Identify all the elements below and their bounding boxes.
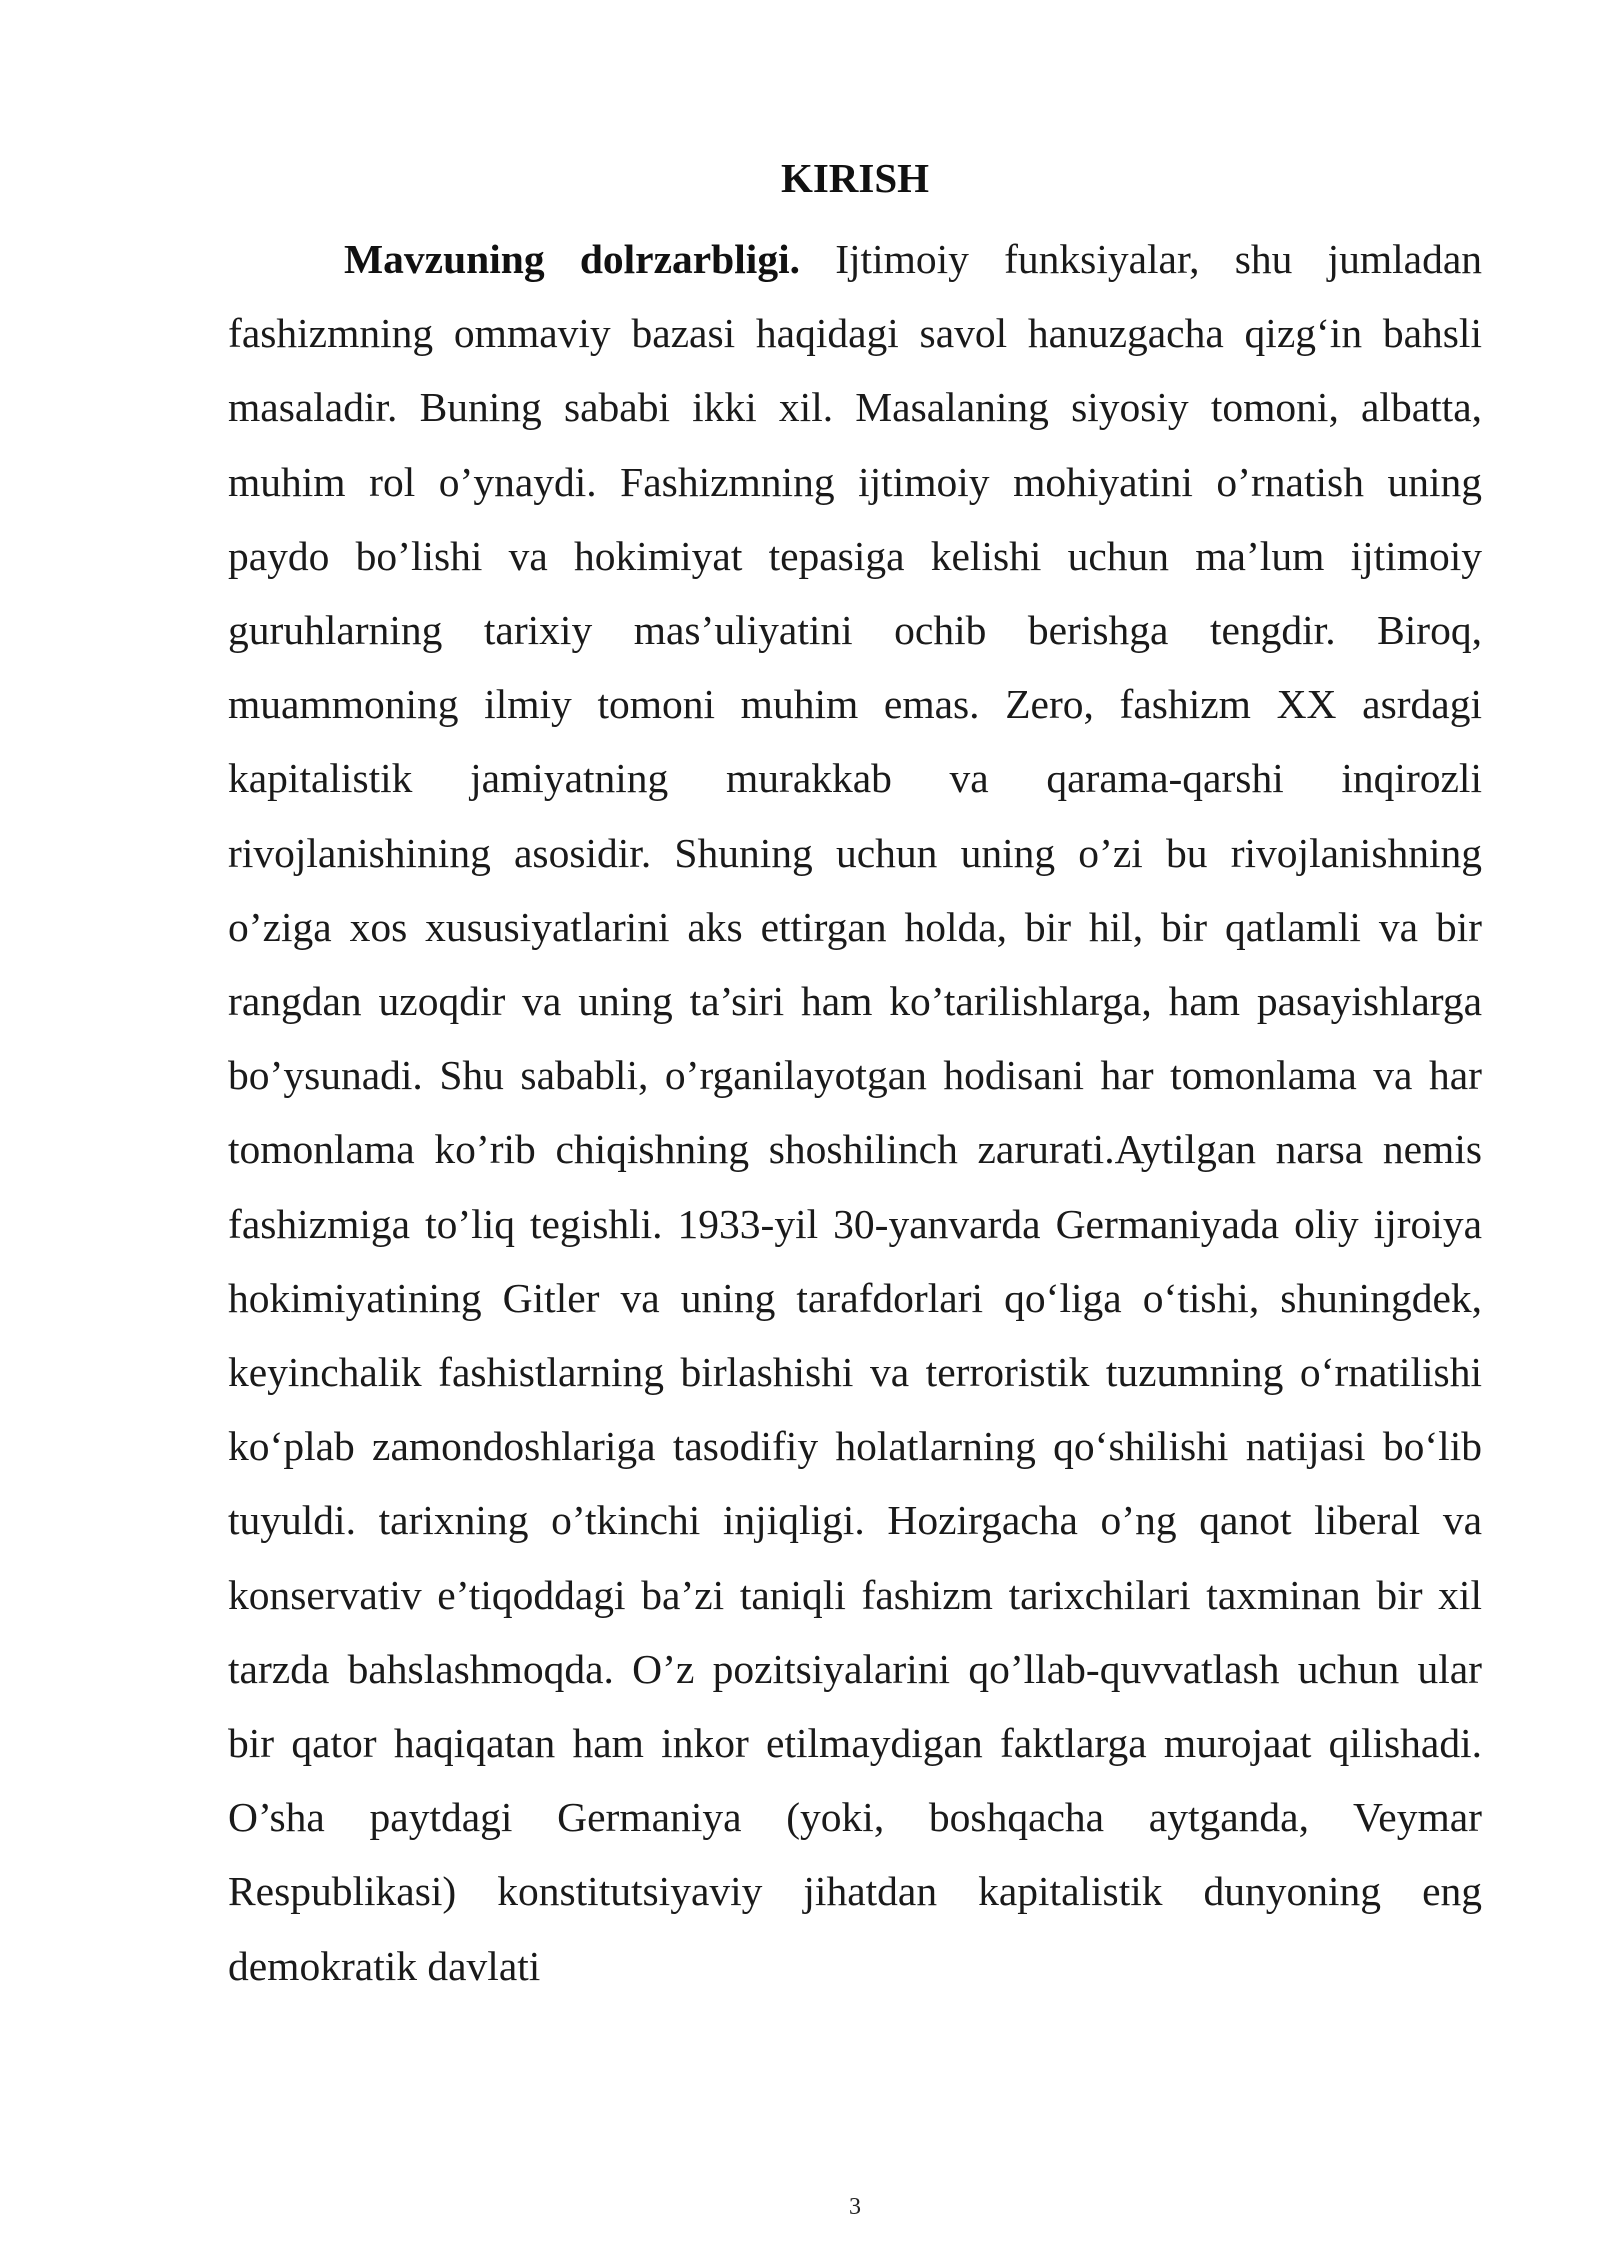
topic-relevance-label: Mavzuning dolrzarbligi. [344,236,800,282]
paragraph-text: Ijtimoiy funksiyalar, shu jumladan fashizmning ommaviy bazasi haqidagi savol hanuzgacha qizg‘in bahsli masaladir. Buning sababi ikki xil. Masalaning siyosiy tomoni, albatta, muhim rol o’ynaydi. Fashizmning ijtimoiy mohiyatini o’rnatish uning paydo bo’lishi va hokimiyat tepasiga kelishi uchun ma’lum ijtimoiy guruhlarning tarixiy mas’uliyatini ochib berishga tengdir. Biroq, muammoning ilmiy tomoni muhim emas. Zero, fashizm XX asrdagi kapitalistik jamiyatning murakkab va qarama-qarshi inqirozli rivojlanishining asosidir. Shuning uchun uning o’zi bu rivojlanishning o’ziga xos xususiyatlarini aks ettirgan holda, bir hil, bir qatlamli va bir rangdan uzoqdir va uning ta’siri ham ko’tarilishlarga, ham pasayishlarga bo’ysunadi. Shu sababli, o’rganilayotgan hodisani har tomonlama va har tomonlama ko’rib chiqishning shoshilinch zarurati.Aytilgan narsa nemis fashizmiga to’liq tegishli. 1933-yil 30-yanvarda Germaniyada oliy ijroiya hokimiyatining Gitler va uning tarafdorlari qo‘liga o‘tishi, shuningdek, keyinchalik fashistlarning birlashishi va terroristik tuzumning o‘rnatilishi ko‘plab zamondoshlariga tasodifiy holatlarning qo‘shilishi natijasi bo‘lib tuyuldi. tarixning o’tkinchi injiqligi. Hozirgacha o’ng qanot liberal va konservativ e’tiqoddagi ba’zi taniqli fashizm tarixchilari taxminan bir xil tarzda bahslashmoqda. O’z pozitsiyalarini qo’llab-quvvatlash uchun ular bir qator haqiqatan ham inkor etilmaydigan faktlarga murojaat qilishadi. O’sha paytdagi Germaniya (yoki, boshqacha aytganda, Veymar Respublikasi) konstitutsiyaviy jihatdan kapitalistik dunyoning eng demokratik davlati [228,236,1482,1989]
body-paragraph [228,222,1482,2003]
section-heading: KIRISH [780,155,930,201]
page-number: 3 [849,2194,861,2220]
